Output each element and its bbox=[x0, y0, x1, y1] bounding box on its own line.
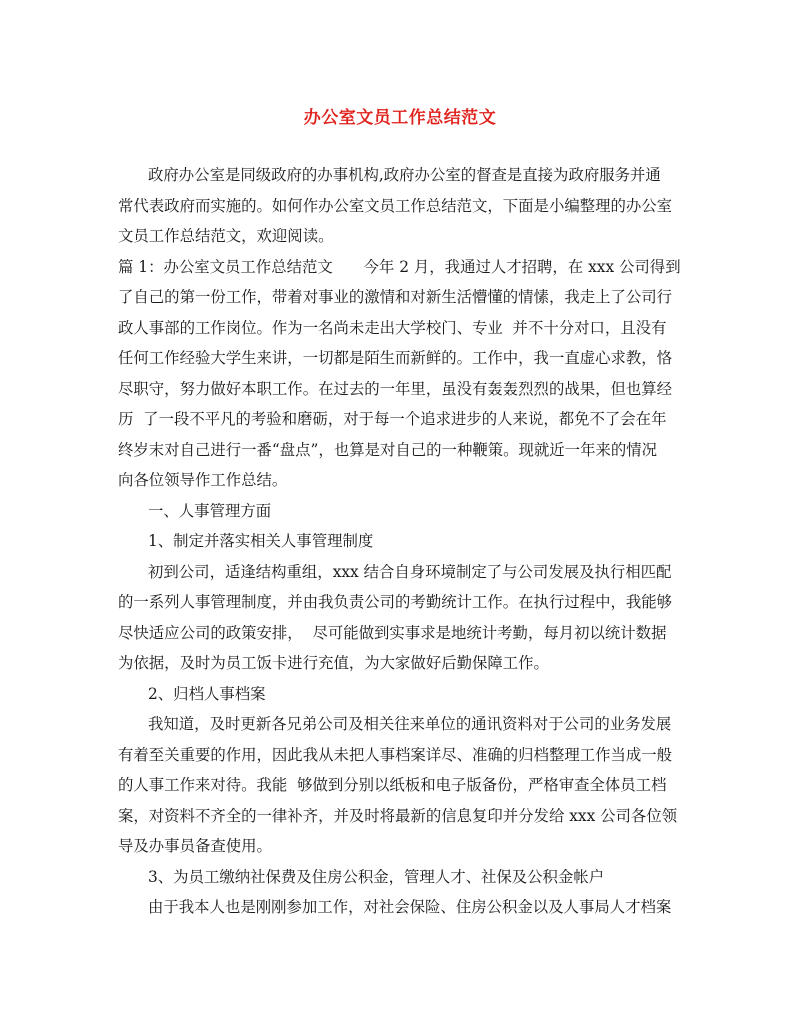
paragraph-line: 尽职守，努力做好本职工作。在过去的一年里，虽没有轰轰烈烈的战果，但也算经 bbox=[118, 379, 673, 398]
paragraph-line: 导及办事员备查使用。 bbox=[118, 837, 272, 855]
paragraph-line: 政府办公室是同级政府的办事机构,政府办公室的督查是直接为政府服务并通 bbox=[148, 166, 661, 184]
paragraph-line: 常代表政府而实施的。如何作办公室文员工作总结范文，下面是小编整理的办公室 bbox=[118, 196, 673, 215]
paragraph-line: 文员工作总结范文，欢迎阅读。 bbox=[118, 227, 334, 245]
paragraph-line: 向各位领导作工作总结。 bbox=[118, 471, 288, 489]
section-heading: 一、人事管理方面 bbox=[148, 501, 272, 520]
paragraph-line: 了自己的第一份工作，带着对事业的激情和对新生活懵懂的情愫，我走上了公司行 bbox=[118, 288, 673, 306]
paragraph-line: 有着至关重要的作用，因此我从未把人事档案详尽、准确的归档整理工作当成一般 bbox=[118, 745, 673, 764]
paragraph-line: 终岁末对自己进行一番“盘点”，也算是对自己的一种鞭策。现就近一年来的情况 bbox=[118, 440, 658, 459]
paragraph-line: 历 了一段不平凡的考验和磨砺，对于每一个追求进步的人来说，都免不了会在年 bbox=[118, 410, 667, 428]
paragraph-line: 初到公司，适逢结构重组，xxx 结合自身环境制定了与公司发展及执行相匹配 bbox=[148, 562, 672, 581]
paragraph-line: 案，对资料不齐全的一律补齐，并及时将最新的信息复印并分发给 xxx 公司各位领 bbox=[118, 806, 678, 825]
paragraph-line: 政人事部的工作岗位。作为一名尚未走出大学校门、专业 并不十分对口，且没有 bbox=[118, 318, 667, 337]
subsection-heading: 3、为员工缴纳社保费及住房公积金，管理人才、社保及公积金帐户 bbox=[148, 867, 605, 886]
paragraph-line: 篇 1：办公室文员工作总结范文 今年 2 月，我通过人才招聘，在 xxx 公司得到 bbox=[118, 257, 681, 276]
subsection-heading: 1、制定并落实相关人事管理制度 bbox=[148, 532, 374, 550]
document-body bbox=[118, 160, 688, 923]
paragraph-line: 的一系列人事管理制度，并由我负责公司的考勤统计工作。在执行过程中，我能够 bbox=[118, 593, 673, 611]
paragraph-line: 为依据，及时为员工饭卡进行充值，为大家做好后勤保障工作。 bbox=[118, 654, 549, 672]
paragraph-line: 我知道，及时更新各兄弟公司及相关往来单位的通讯资料对于公司的业务发展 bbox=[148, 715, 672, 733]
paragraph-line: 由于我本人也是刚刚参加工作，对社会保险、住房公积金以及人事局人才档案 bbox=[148, 898, 672, 916]
subsection-heading: 2、归档人事档案 bbox=[148, 684, 266, 703]
paragraph-line: 任何工作经验大学生来讲，一切都是陌生而新鲜的。工作中，我一直虚心求教，恪 bbox=[118, 349, 673, 367]
document-title: 办公室文员工作总结范文 bbox=[303, 108, 497, 128]
paragraph-line: 尽快适应公司的政策安排， 尽可能做到实事求是地统计考勤，每月初以统计数据 bbox=[118, 623, 667, 642]
paragraph-line: 的人事工作来对待。我能 够做到分别以纸板和电子版备份，严格审查全体员工档 bbox=[118, 776, 667, 794]
